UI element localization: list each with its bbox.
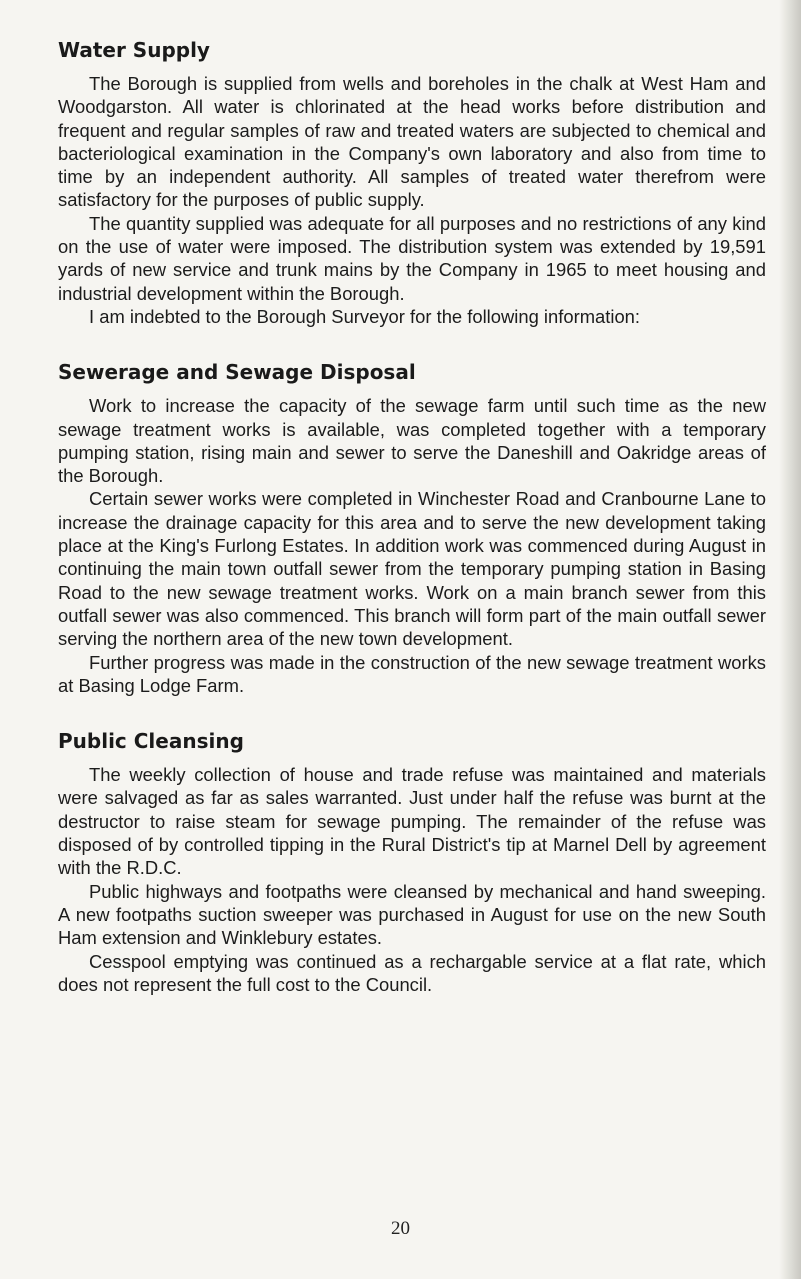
paragraph: Work to increase the capacity of the sewage farm until such time as the new sewage treatment works is available, was completed together with a temporary pumping station, rising main and sewer to serve the Daneshill and Oakridge areas of the Borough. (58, 395, 766, 487)
section-heading: Sewerage and Sewage Disposal (58, 360, 416, 385)
paragraph: The quantity supplied was adequate for all purposes and no restrictions of any kind on the use of water were imposed. The distribution system was extended by 19,591 yards of new service and trunk mains by the Company in 1965 to meet housing and industrial development within the Borough. (58, 212, 766, 304)
paragraph: The Borough is supplied from wells and boreholes in the chalk at West Ham and Woodgarston. All water is chlorinated at the head works before distribution and frequent and regular samples of raw and treated waters are subjected to chemical and bacteriological examination in the Company's own laboratory and also from time to time by an independent authority. All samples of treated water therefrom were satisfactory for the purposes of public supply. (58, 73, 766, 211)
section-sewerage (58, 358, 766, 697)
page-edge-shadow (779, 0, 801, 1279)
paragraph: Further progress was made in the construction of the new sewage treatment works at Basing Lodge Farm. (58, 651, 766, 696)
section-heading: Water Supply (58, 38, 210, 62)
document-body (58, 36, 766, 1026)
paragraph: Certain sewer works were completed in Winchester Road and Cranbourne Lane to increase the drainage capacity for this area and to serve the new development taking place at the King's Furlong Estates. In addition work was commenced during August in continuing the main town outfall sewer from the temporary pumping station in Basing Road to the new sewage treatment works. Work on a main branch sewer from this outfall sewer was also commenced. This branch will form part of the main outfall sewer serving the northern area of the new town development. (58, 488, 766, 650)
section-heading: Public Cleansing (58, 729, 244, 754)
section-water-supply (58, 36, 766, 328)
page-number: 20 (391, 1218, 410, 1239)
paragraph: I am indebted to the Borough Surveyor for the following information: (89, 305, 641, 327)
paragraph: The weekly collection of house and trade refuse was maintained and materials were salvaged as far as sales warranted. Just under half the refuse was burnt at the destructor to raise steam for sewage pumping. The remainder of the refuse was disposed of by controlled tipping in the Rural District's tip at Marnel Dell by agreement with the R.D.C. (58, 764, 766, 879)
paragraph: Cesspool emptying was continued as a rechargable service at a flat rate, which does not represent the full cost to the Council. (58, 950, 766, 995)
section-public-cleansing (58, 727, 766, 996)
paragraph: Public highways and footpaths were cleansed by mechanical and hand sweeping. A new footpaths suction sweeper was purchased in August for use on the new South Ham extension and Winklebury estates. (58, 880, 766, 949)
